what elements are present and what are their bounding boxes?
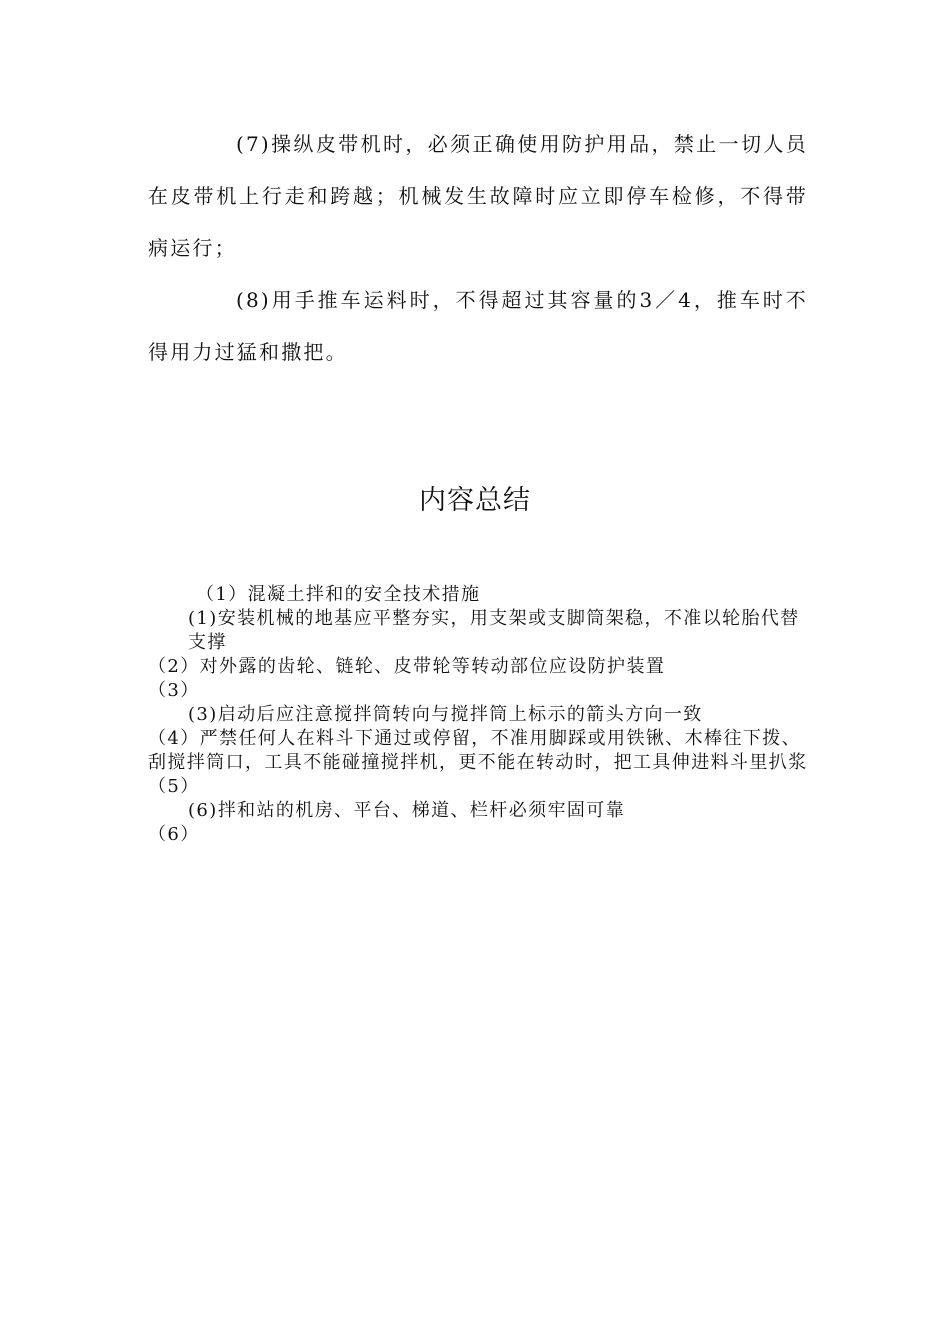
summary-line: （3） [148, 680, 200, 701]
summary-line: （4）严禁任何人在料斗下通过或停留，不准用脚踩或用铁锹、木棒往下拨、刮搅拌筒口，工具不能碰撞搅拌机，更不能在转动时，把工具伸进料斗里扒浆 [148, 728, 808, 773]
summary-line: （6） [148, 824, 200, 845]
summary-line: （5） [148, 776, 200, 797]
paragraph-8: (8)用手推车运料时，不得超过其容量的3／4，推车时不得用力过猛和撒把。 [148, 288, 808, 364]
summary-line: （1）混凝土拌和的安全技术措施 [196, 584, 481, 605]
summary-block [148, 583, 808, 847]
summary-line: (3)启动后应注意搅拌筒转向与搅拌筒上标示的箭头方向一致 [188, 704, 703, 725]
summary-line: (1)安装机械的地基应平整夯实，用支架或支脚筒架稳，不准以轮胎代替支撑 [188, 608, 800, 653]
summary-line: （2）对外露的齿轮、链轮、皮带轮等转动部位应设防护装置 [148, 656, 666, 677]
section-title: 内容总结 [419, 485, 531, 516]
body-text [148, 118, 808, 378]
paragraph-7: (7)操纵皮带机时，必须正确使用防护用品，禁止一切人员在皮带机上行走和跨越；机械发生故障时应立即停车检修，不得带病运行； [148, 132, 808, 260]
summary-line: (6)拌和站的机房、平台、梯道、栏杆必须牢固可靠 [188, 800, 626, 821]
